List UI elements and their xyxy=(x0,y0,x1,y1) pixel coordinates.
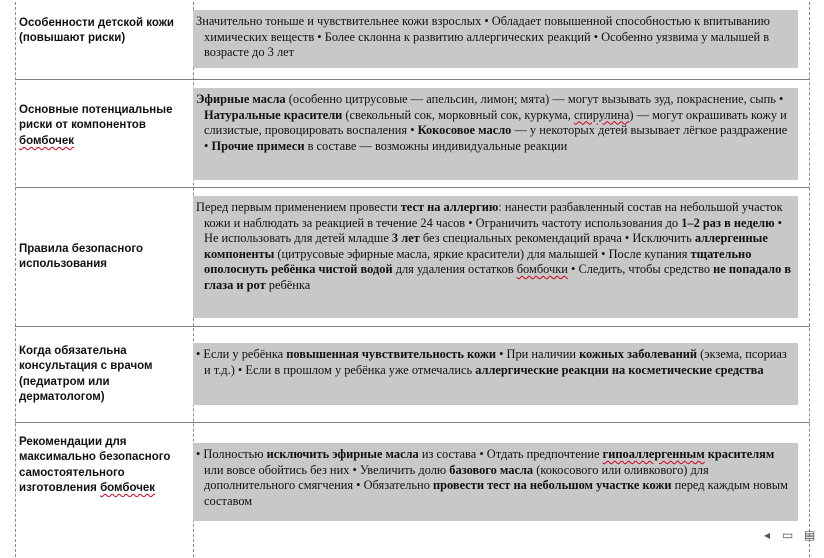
table-row xyxy=(15,187,810,327)
row-content xyxy=(193,196,798,318)
page-view-icon[interactable]: ▭ xyxy=(782,528,794,542)
row-content-text: Перед первым применением провести тест на аллергию: нанести разбавленный состав на небольшой участок кожи и наблюдать за реакцией в течение 24 часов • Ограничить частоту использования до 1–2 раз в неделю • Не использовать для детей младше 3 лет без специальных рекомендаций врача • Исключить аллергенные компоненты (цитрусовые эфирные масла, яркие красители) для малышей • После купания тщательно ополоснуть ребёнка чистой водой для удаления остатков бомбочки • Следить, чтобы средство не попадало в глаза и рот ребёнка xyxy=(196,200,792,292)
row-label: Правила безопасного использования xyxy=(19,243,144,271)
row-content-text: • Полностью исключить эфирные масла из состава • Отдать предпочтение гипоаллергенным красителям или вовсе обойтись без них • Увеличить долю базового масла (кокосового или оливкового) для дополнительного смягчения • Обязательно провести тест на небольшом участке кожи перед каждым новым составом xyxy=(196,447,788,508)
row-label: Особенности детской кожи (повышают риски) xyxy=(19,17,174,45)
row-content xyxy=(193,343,798,405)
row-label: Рекомендации для максимально безопасного самостоятельного изготовления бомбочек xyxy=(19,436,171,495)
row-content xyxy=(193,88,798,180)
table-row xyxy=(15,0,810,79)
status-bar-icons xyxy=(664,529,824,541)
row-content xyxy=(193,10,798,68)
row-content xyxy=(193,443,798,521)
info-table xyxy=(15,0,810,557)
table-row xyxy=(15,79,810,188)
row-content-text: • Если у ребёнка повышенная чувствительность кожи • При наличии кожных заболеваний (экзема, псориаз и т.д.) • Если в прошлом у ребёнка уже отмечались аллергические реакции на косметические средства xyxy=(196,347,787,377)
row-label: Когда обязательна консультация с врачом (педиатром или дерматологом) xyxy=(19,345,153,404)
table-row xyxy=(15,326,810,423)
row-content-text: Эфирные масла (особенно цитрусовые — апельсин, лимон; мята) — могут вызывать зуд, покраснение, сыпь • Натуральные красители (свекольный сок, морковный сок, куркума, спирулина) — могут окрашивать кожу и слизистые, провоцировать воспаления • Кокосовое масло — у некоторых детей вызывает лёгкое раздражение • Прочие примеси в составе — возможны индивидуальные реакции xyxy=(196,92,788,153)
row-label: Основные потенциальные риски от компонентов бомбочек xyxy=(19,104,173,147)
layout-icon[interactable]: ▤ xyxy=(804,528,816,542)
row-content-text: Значительно тоньше и чувствительнее кожи взрослых • Обладает повышенной способностью к впитыванию химических веществ • Более склонна к развитию аллергических реакций • Особенно уязвима у малышей в возрасте до 3 лет xyxy=(196,14,770,59)
scroll-left-icon[interactable]: ◂ xyxy=(764,528,771,542)
